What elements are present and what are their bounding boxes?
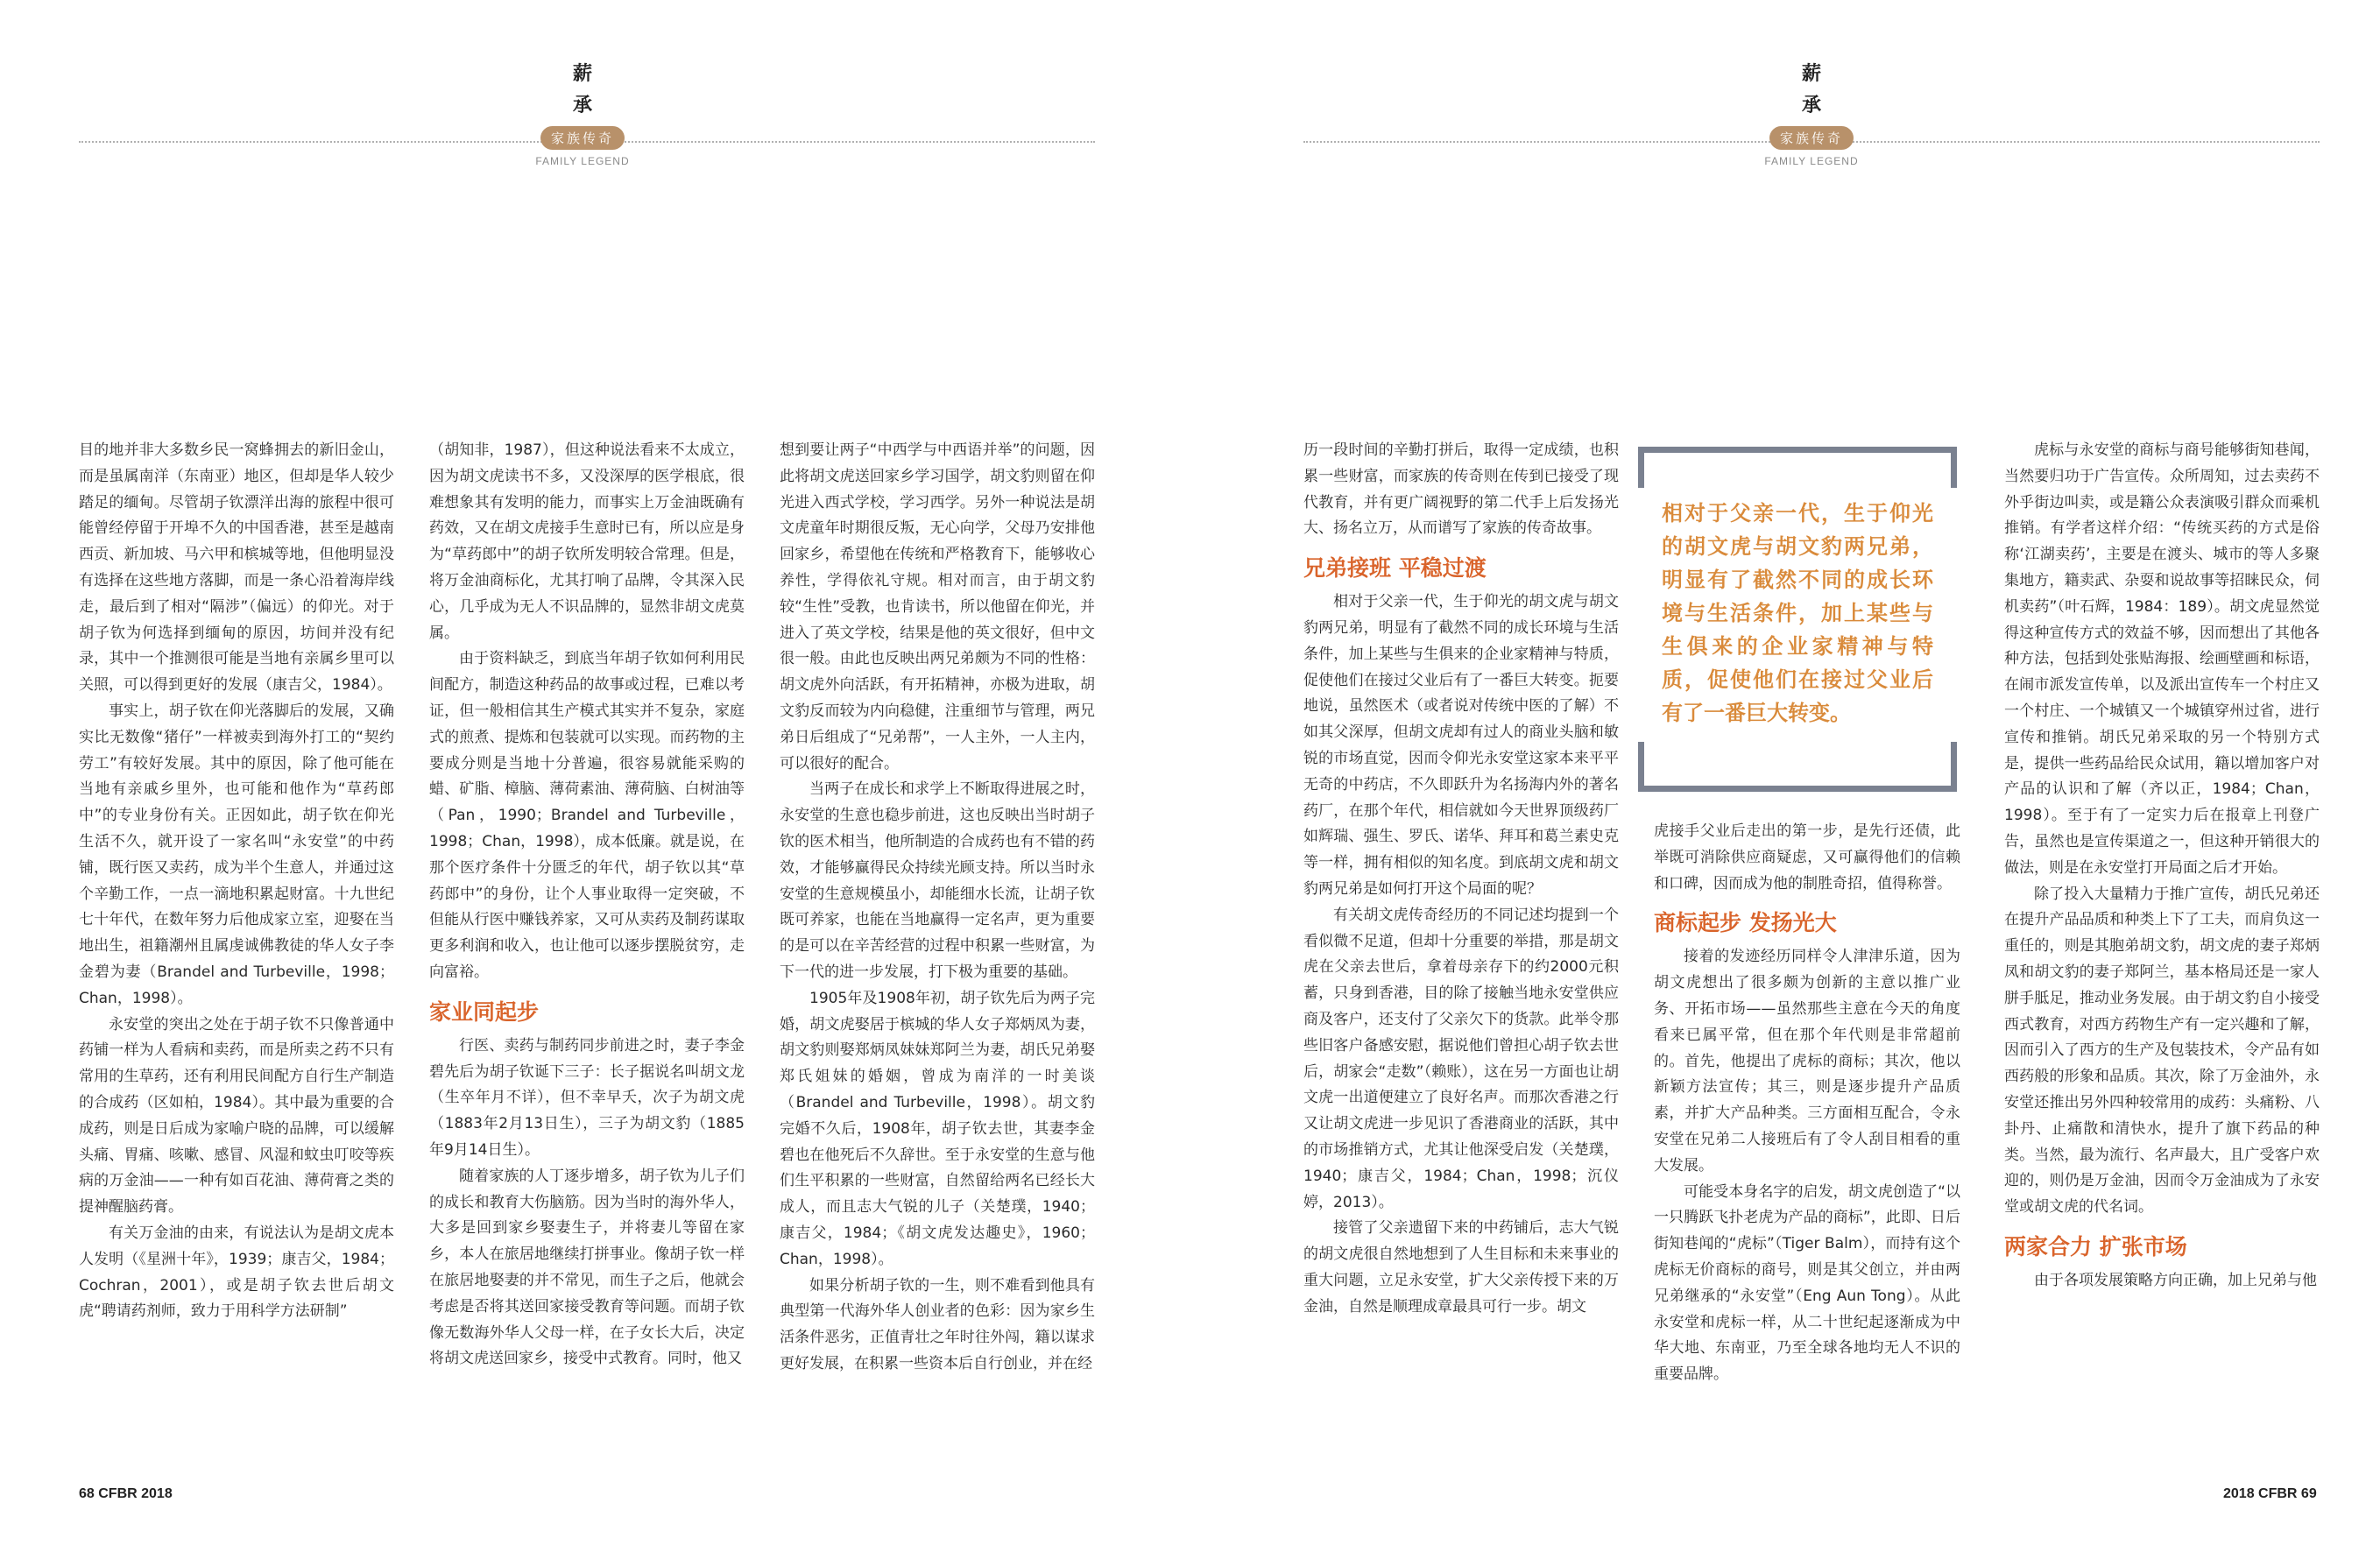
section-title-line1: 薪 xyxy=(1801,62,1821,85)
body-paragraph: 除了投入大量精力于推广宣传，胡氏兄弟还在提升产品品质和种类上下了工夫，而肩负这一重任的，则是其胞弟胡文豹，胡文虎的妻子郑炳凤和胡文豹的妻子郑阿兰，基本格局还是一家人胼手胝足，推动业务发展。由于胡文豹自小接受西式教育，对西方药物生产有一定兴趣和了解，因而引入了西方的生产及包装技术，令产品有如西药般的形象和品质。其次，除了万金油外，永安堂还推出另外四种较常用的成药：头痛粉、八卦丹、止痛散和清快水，提升了旗下药品的种类。当然，最为流行、名声最大，且广受客户欢迎的，则仍是万金油，因而令万金油成为了永安堂或胡文虎的代名词。 xyxy=(2004,885,2320,1217)
section-subtitle: FAMILY LEGEND xyxy=(1764,155,1859,167)
body-paragraph: 如果分析胡子钦的一生，则不难看到他具有典型第一代海外华人创业者的色彩：因为家乡生活条件恶劣，正值青壮之年时往外闯，籍以谋求更好发展，在积累一些资本后自行创业，并在经 xyxy=(780,1276,1095,1372)
article-column-5 xyxy=(1654,819,1960,1388)
section-heading: 商标起步 发扬光大 xyxy=(1654,910,1837,936)
page-folio-left: 68 CFBR 2018 xyxy=(79,1486,173,1501)
body-paragraph: 永安堂的突出之处在于胡子钦不只像普通中药铺一样为人看病和卖药，而是所卖之药不只有常用的生草药，还有利用民间配方自行生产制造的合成药（区如柏，1984）。其中最为重要的合成药，则是日后成为家喻户晓的品牌，可以缓解头痛、胃痛、咳嗽、感冒、风湿和蚊虫叮咬等疾病的万金油——一种有如百花油、薄荷膏之类的提神醒脑药膏。 xyxy=(79,1015,394,1217)
body-paragraph: 可能受本身名字的启发，胡文虎创造了“以一只腾跃飞扑老虎为产品的商标”，此即、日后街知巷闻的“虎标”（Tiger Balm），而持有这个虎标无价商标的商号，则是其父创立，并由两兄弟继承的“永安堂”（Eng Aun Tong）。从此永安堂和虎标一样，从二十世纪起逐渐成为中华大地、东南亚，乃至全球各地均无人不识的重要品牌。 xyxy=(1654,1182,1960,1384)
body-paragraph: 相对于父亲一代，生于仰光的胡文虎与胡文豹两兄弟，明显有了截然不同的成长环境与生活条件，加上某些与生俱来的企业家精神与特质，促使他们在接过父业后有了一番巨大转变。扼要地说，虽然医术（或者说对传统中医的了解）不如其父深厚，但胡文虎却有过人的商业头脑和敏锐的市场直觉，因而令仰光永安堂这家本来平平无奇的中药店，不久即跃升为名扬海内外的著名药厂，在那个年代，相信就如今天世界顶级药厂如辉瑞、强生、罗氏、诺华、拜耳和葛兰素史克等一样，拥有相似的知名度。到底胡文虎和胡文豹两兄弟是如何打开这个局面的呢？ xyxy=(1303,593,1619,898)
body-paragraph: 当两子在成长和求学上不断取得进展之时，永安堂的生意也稳步前进，这也反映出当时胡子钦的医术相当，他所制造的合成药也有不错的药效，才能够赢得民众持续光顾支持。所以当时永安堂的生意规模虽小，却能细水长流，让胡子钦既可养家，也能在当地赢得一定名声，更为重要的是可以在辛苦经营的过程中积累一些财富，为下一代的进一步发展，打下极为重要的基础。 xyxy=(780,780,1095,981)
section-emblem-right xyxy=(1750,58,1873,167)
article-column-1 xyxy=(79,438,394,1325)
section-badge: 家族传奇 xyxy=(540,126,625,150)
section-title-line1: 薪 xyxy=(572,62,592,85)
section-title-line2: 承 xyxy=(1801,94,1821,116)
article-column-6 xyxy=(2004,438,2320,1295)
section-subtitle: FAMILY LEGEND xyxy=(535,155,630,167)
body-paragraph: 想到要让两子“中西学与中西语并举”的问题，因此将胡文虎送回家乡学习国学，胡文豹则留在仰光进入西式学校，学习西学。另外一种说法是胡文虎童年时期很反叛，无心向学，父母乃安排他回家乡，希望他在传统和严格教育下，能够收心养性，学得依礼守规。相对而言，由于胡文豹较“生性”受教，也肯读书，所以他留在仰光，并进入了英文学校，结果是他的英文很好，但中文很一般。由此也反映出两兄弟颇为不同的性格：胡文虎外向活跃，有开拓精神，亦极为进取，胡文豹反而较为内向稳健，注重细节与管理，两兄弟日后组成了“兄弟帮”，一人主外，一人主内，可以很好的配合。 xyxy=(780,441,1095,772)
body-paragraph: 虎接手父业后走出的第一步，是先行还债，此举既可消除供应商疑虑，又可赢得他们的信赖和口碑，因而成为他的制胜奇招，值得称誉。 xyxy=(1654,822,1960,892)
body-paragraph: 由于资料缺乏，到底当年胡子钦如何利用民间配方，制造这种药品的故事或过程，已难以考证，但一般相信其生产模式其实并不复杂，家庭式的煎煮、提炼和包装就可以实现。而药物的主要成分则是当地十分普遍，很容易就能采购的蜡、矿脂、樟脑、薄荷素油、薄荷脑、白树油等（Pan，1990；Brandel and Turbeville，1998；Chan，1998），成本低廉。就是说，在那个医疗条件十分匮乏的年代，胡子钦以其“草药郎中”的身份，让个人事业取得一定突破，不但能从行医中赚钱养家，又可从卖药及制药谋取更多利润和收入，也让他可以逐步摆脱贫穷，走向富裕。 xyxy=(429,650,745,981)
pull-quote-gap-left xyxy=(1638,488,1644,742)
body-paragraph: 有关胡文虎传奇经历的不同记述均提到一个看似微不足道，但却十分重要的举措，那是胡文虎在父亲去世后，拿着母亲存下的约2000元积蓄，只身到香港，目的除了接触当地永安堂供应商及客户，还支付了父亲欠下的货款。此举令那些旧客户备感安慰，据说他们曾担心胡子钦去世后，胡家会“走数”（赖账），这在另一方面也让胡文虎一出道便建立了良好名声。而那次香港之行又让胡文虎进一步见识了香港商业的活跃，其中的市场推销方式，尤其让他深受启发（关楚璞，1940；康吉父，1984；Chan，1998；沉仪婷，2013）。 xyxy=(1303,906,1619,1211)
body-paragraph: 历一段时间的辛勤打拼后，取得一定成绩，也积累一些财富，而家族的传奇则在传到已接受了现代教育，并有更广阔视野的第二代手上后发扬光大、扬名立万，从而谱写了家族的传奇故事。 xyxy=(1303,441,1619,538)
article-column-3 xyxy=(780,438,1095,1378)
body-paragraph: 随着家族的人丁逐步增多，胡子钦为儿子们的成长和教育大伤脑筋。因为当时的海外华人，大多是回到家乡娶妻生子，并将妻儿等留在家乡，本人在旅居地继续打拼事业。像胡子钦一样在旅居地娶妻的并不常见，而生子之后，他就会考虑是否将其送回家接受教育等问题。而胡子钦像无数海外华人父母一样，在子女长大后，决定将胡文虎送回家乡，接受中式教育。同时，他又 xyxy=(429,1167,745,1368)
body-paragraph: 1905年及1908年初，胡子钦先后为两子完婚，胡文虎娶居于槟城的华人女子郑炳凤为妻，胡文豹则娶郑炳凤妹妹郑阿兰为妻，胡氏兄弟娶郑氏姐妹的婚姻，曾成为南洋的一时美谈（Brandel and Turbeville，1998）。胡文豹完婚不久后，1908年，胡子钦去世，其妻李金碧也在他死后不久辞世。至于永安堂的生意与他们生平积累的一些财富，自然留给两名已经长大成人，而且志大气锐的儿子（关楚璞，1940；康吉父，1984；《胡文虎发达趣史》，1960；Chan，1998）。 xyxy=(780,989,1095,1268)
pull-quote-gap-right xyxy=(1951,488,1957,742)
pull-quote-box xyxy=(1638,447,1957,792)
pull-quote-text: 相对于父亲一代，生于仰光的胡文虎与胡文豹两兄弟，明显有了截然不同的成长环境与生活条件，加上某些与生俱来的企业家精神与特质，促使他们在接过父业后有了一番巨大转变。 xyxy=(1662,501,1933,725)
body-paragraph: （胡知非，1987），但这种说法看来不太成立，因为胡文虎读书不多，又没深厚的医学根底，很难想象其有发明的能力，而事实上万金油既确有药效，又在胡文虎接手生意时已有，所以应是身为“草药郎中”的胡子钦所发明较合常理。但是，将万金油商标化，尤其打响了品牌，令其深入民心，几乎成为无人不识品牌的，显然非胡文虎莫属。 xyxy=(429,441,745,642)
body-paragraph: 有关万金油的由来，有说法认为是胡文虎本人发明（《星洲十年》，1939；康吉父，1984；Cochran，2001），或是胡子钦去世后胡文虎“聘请药剂师，致力于用科学方法研制” xyxy=(79,1224,394,1321)
body-paragraph: 行医、卖药与制药同步前进之时，妻子李金碧先后为胡子钦诞下三子：长子据说名叫胡文龙（生卒年月不详），但不幸早夭，次子为胡文虎（1883年2月13日生），三子为胡文豹（1885年9月14日生）。 xyxy=(429,1036,745,1159)
section-heading: 两家合力 扩张市场 xyxy=(2004,1233,2187,1259)
body-paragraph: 接管了父亲遗留下来的中药铺后，志大气锐的胡文虎很自然地想到了人生目标和未来事业的重大问题，立足永安堂，扩大父亲传授下来的万金油，自然是顺理成章最具可行一步。胡文 xyxy=(1303,1219,1619,1316)
page-folio-right: 2018 CFBR 69 xyxy=(2223,1486,2317,1501)
section-badge: 家族传奇 xyxy=(1769,126,1854,150)
body-paragraph: 目的地并非大多数乡民一窝蜂拥去的新旧金山，而是虽属南洋（东南亚）地区，但却是华人较少踏足的缅甸。尽管胡子钦漂洋出海的旅程中很可能曾经停留于开埠不久的中国香港，甚至是越南西贡、新加坡、马六甲和槟城等地，但他明显没有选择在这些地方落脚，而是一条心沿着海岸线走，最后到了相对“隔涉”（偏远）的仰光。对于胡子钦为何选择到缅甸的原因，坊间并没有纪录，其中一个推测很可能是当地有亲属乡里可以关照，可以得到更好的发展（康吉父，1984）。 xyxy=(79,441,394,695)
body-paragraph: 接着的发迹经历同样令人津津乐道，因为胡文虎想出了很多颇为创新的主意以推广业务、开拓市场——虽然那些主意在今天的角度看来已属平常，但在那个年代则是非常超前的。首先，他提出了虎标的商标；其次，他以新颖方法宣传；其三，则是逐步提升产品质素，并扩大产品种类。三方面相互配合，令永安堂在兄弟二人接班后有了令人刮目相看的重大发展。 xyxy=(1654,948,1960,1175)
section-heading: 家业同起步 xyxy=(429,998,540,1025)
section-title-line2: 承 xyxy=(572,94,592,116)
article-column-2 xyxy=(429,438,745,1372)
section-emblem-left xyxy=(521,58,644,167)
body-paragraph: 由于各项发展策略方向正确，加上兄弟与他 xyxy=(2034,1271,2317,1289)
article-column-4 xyxy=(1303,438,1619,1321)
section-heading: 兄弟接班 平稳过渡 xyxy=(1303,555,1487,582)
body-paragraph: 虎标与永安堂的商标与商号能够街知巷闻，当然要归功于广告宣传。众所周知，过去卖药不外乎街边叫卖，或是籍公众表演吸引群众而乘机推销。有学者这样介绍：“传统买药的方式是俗称‘江湖卖药’，主要是在渡头、城市的等人多聚集地方，籍卖武、杂耍和说故事等招睐民众，伺机卖药”（叶石辉，1984：189）。胡文虎显然觉得这种宣传方式的效益不够，因而想出了其他各种方法，包括到处张贴海报、绘画壁画和标语，在闹市派发宣传单，以及派出宣传车一个村庄又一个村庄、一个城镇又一个城镇穿州过省，进行宣传和推销。胡氏兄弟采取的另一个特别方式是，提供一些药品给民众试用，籍以增加客户对产品的认识和了解（齐以正，1984；Chan，1998）。至于有了一定实力后在报章上刊登广告，虽然也是宣传渠道之一，但这种开销很大的做法，则是在永安堂打开局面之后才开始。 xyxy=(2004,441,2320,877)
body-paragraph: 事实上，胡子钦在仰光落脚后的发展，又确实比无数像“猪仔”一样被卖到海外打工的“契约劳工”有较好发展。其中的原因，除了他可能在当地有亲戚乡里外，也可能和他作为“草药郎中”的专业身份有关。正因如此，胡子钦在仰光生活不久，就开设了一家名叫“永安堂”的中药铺，既行医又卖药，成为半个生意人，并通过这个辛勤工作，一点一滴地积累起财富。十九世纪七十年代，在数年努力后他成家立室，迎娶在当地出生，祖籍潮州且属虔诚佛教徒的华人女子李金碧为妻（Brandel and Turbeville，1998；Chan，1998）。 xyxy=(79,702,394,1007)
